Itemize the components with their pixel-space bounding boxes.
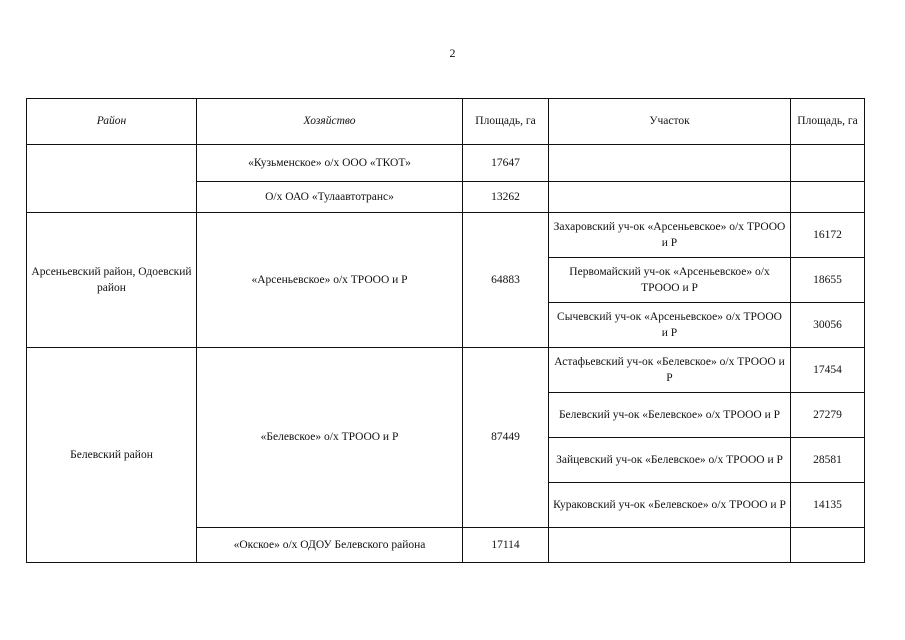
plot-area-cell: 16172 bbox=[791, 213, 865, 258]
plot-cell bbox=[549, 528, 791, 563]
plot-cell: Первомайский уч-ок «Арсеньевское» о/х ТРООО и Р bbox=[549, 258, 791, 303]
area-cell: 87449 bbox=[463, 348, 549, 528]
plot-cell: Астафьевский уч-ок «Белевское» о/х ТРООО и Р bbox=[549, 348, 791, 393]
hunting-grounds-table bbox=[26, 98, 865, 563]
plot-cell bbox=[549, 182, 791, 213]
table-row bbox=[27, 213, 865, 258]
plot-cell bbox=[549, 145, 791, 182]
plot-area-cell bbox=[791, 528, 865, 563]
column-header-plot: Участок bbox=[549, 99, 791, 145]
table-row bbox=[27, 145, 865, 182]
plot-area-cell bbox=[791, 182, 865, 213]
area-cell: 13262 bbox=[463, 182, 549, 213]
plot-area-cell: 17454 bbox=[791, 348, 865, 393]
farm-cell: «Окское» о/х ОДОУ Белевского района bbox=[197, 528, 463, 563]
column-header-area: Площадь, га bbox=[463, 99, 549, 145]
district-cell bbox=[27, 145, 197, 213]
table-header-row bbox=[27, 99, 865, 145]
plot-area-cell bbox=[791, 145, 865, 182]
table-row bbox=[27, 348, 865, 393]
plot-area-cell: 30056 bbox=[791, 303, 865, 348]
farm-cell: «Кузьменское» о/х ООО «ТКОТ» bbox=[197, 145, 463, 182]
plot-cell: Белевский уч-ок «Белевское» о/х ТРООО и Р bbox=[549, 393, 791, 438]
area-cell: 17114 bbox=[463, 528, 549, 563]
column-header-farm: Хозяйство bbox=[197, 99, 463, 145]
district-cell: Арсеньевский район, Одоевский район bbox=[27, 213, 197, 348]
page-number: 2 bbox=[449, 46, 456, 60]
area-cell: 17647 bbox=[463, 145, 549, 182]
plot-area-cell: 27279 bbox=[791, 393, 865, 438]
plot-cell: Зайцевский уч-ок «Белевское» о/х ТРООО и Р bbox=[549, 438, 791, 483]
area-cell: 64883 bbox=[463, 213, 549, 348]
plot-area-cell: 18655 bbox=[791, 258, 865, 303]
plot-cell: Кураковский уч-ок «Белевское» о/х ТРООО и Р bbox=[549, 483, 791, 528]
plot-cell: Сычевский уч-ок «Арсеньевское» о/х ТРООО и Р bbox=[549, 303, 791, 348]
plot-area-cell: 14135 bbox=[791, 483, 865, 528]
farm-cell: «Арсеньевское» о/х ТРООО и Р bbox=[197, 213, 463, 348]
district-cell: Белевский район bbox=[27, 348, 197, 563]
plot-cell: Захаровский уч-ок «Арсеньевское» о/х ТРООО и Р bbox=[549, 213, 791, 258]
farm-cell: «Белевское» о/х ТРООО и Р bbox=[197, 348, 463, 528]
plot-area-cell: 28581 bbox=[791, 438, 865, 483]
column-header-district: Район bbox=[27, 99, 197, 145]
column-header-plot-area: Площадь, га bbox=[791, 99, 865, 145]
farm-cell: О/х ОАО «Тулаавтотранс» bbox=[197, 182, 463, 213]
